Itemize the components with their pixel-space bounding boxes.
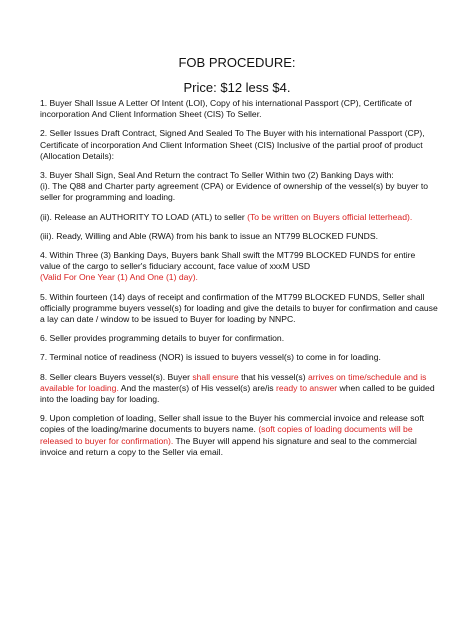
paragraph-4-highlight: (Valid For One Year (1) And One (1) day). bbox=[40, 272, 198, 283]
paragraph-1: 1. Buyer Shall Issue A Letter Of Intent (LOI), Copy of his international Passport (CP), Certificate of incorporation And Client Information Sheet (CIS) To Seller. bbox=[40, 98, 412, 120]
paragraph-3-iii: (iii). Ready, Willing and Able (RWA) from his bank to issue an NT799 BLOCKED FUNDS. bbox=[40, 230, 378, 241]
paragraph-8-text-d: when called to be guided into the loading bay for loading. bbox=[40, 382, 435, 405]
paragraph-3-ii-text: (ii). Release an AUTHORITY TO LOAD (ATL) to seller bbox=[40, 211, 248, 222]
paragraph-8-highlight-c: ready to answer bbox=[275, 382, 338, 393]
paragraph-3 bbox=[40, 170, 438, 204]
price-line: Price: $12 less $4. bbox=[183, 80, 291, 95]
paragraph-3-ii-highlight: (To be written on Buyers official letterhead). bbox=[247, 211, 413, 222]
paragraph-3-line-2: (i). The Q88 and Charter party agreement (CPA) or Evidence of ownership of the vessel(s) by buyer to seller for programming and loading. bbox=[40, 181, 429, 203]
paragraph-8-highlight-a: shall ensure bbox=[192, 371, 239, 382]
paragraph-7: 7. Terminal notice of readiness (NOR) is issued to buyers vessel(s) to come in for loading. bbox=[40, 352, 381, 363]
document-body bbox=[40, 98, 438, 466]
paragraph-8-highlight-b: arrives on time/schedule and is available for loading. bbox=[40, 371, 427, 393]
paragraph-8-text-a: 8. Seller clears Buyers vessel(s). Buyer bbox=[40, 371, 193, 382]
paragraph-5: 5. Within fourteen (14) days of receipt and confirmation of the MT799 BLOCKED FUNDS, Seller shall officially programme buyers vessel(s) for loading and give the details to buyer for confirmation and cause a lay can date / window to be issued to Buyer for loading by NNPC. bbox=[40, 291, 438, 325]
paragraph-2: 2. Seller Issues Draft Contract, Signed And Sealed To The Buyer with his international Passport (CP), Certificate of incorporation And Client Information Sheet (CIS) Inclusive of the partial proof of product (Allocation Details): bbox=[40, 128, 425, 161]
paragraph-4 bbox=[40, 250, 438, 284]
paragraph-9-text-a: 9. Upon completion of loading, Seller shall issue to the Buyer his commercial invoice and release soft copies of the loading/marine documents to buyers name. bbox=[40, 413, 425, 435]
paragraph-9-text-b: The Buyer will append his signature and seal to the commercial invoice and return a copy to the Seller via email. bbox=[40, 435, 417, 457]
paragraph-6: 6. Seller provides programming details to buyer for confirmation. bbox=[40, 333, 285, 344]
paragraph-8-text-c: And the master(s) of His vessel(s) are/is bbox=[118, 382, 276, 393]
paragraph-9-highlight: (soft copies of loading documents will be released to buyer for confirmation). bbox=[40, 424, 413, 446]
paragraph-3-ii bbox=[40, 212, 438, 223]
paragraph-4-text: 4. Within Three (3) Banking Days, Buyers bank Shall swift the MT799 BLOCKED FUNDS for entire value of the cargo to seller's fiduciary account, face value of xxxM USD bbox=[40, 250, 416, 272]
paragraph-3-line-1: 3. Buyer Shall Sign, Seal And Return the contract To Seller Within two (2) Banking Days with: bbox=[40, 170, 394, 181]
paragraph-9 bbox=[40, 413, 438, 458]
document-title: FOB PROCEDURE: bbox=[178, 55, 296, 70]
paragraph-8 bbox=[40, 372, 438, 406]
paragraph-8-text-b: that his vessel(s) bbox=[238, 371, 308, 382]
